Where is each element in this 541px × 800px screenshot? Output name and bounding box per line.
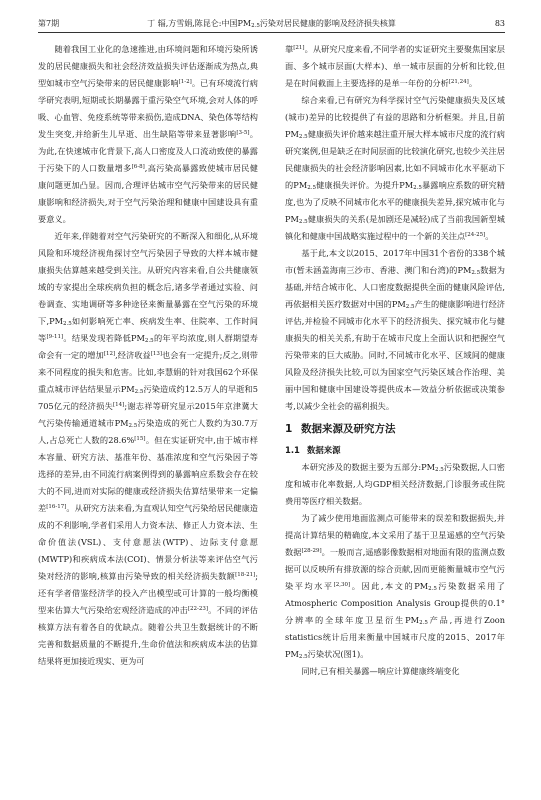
- text-run: 为了减少使用地面监测点可能带来的误差和数据损失,并提高计算结果的精确度,本文采用了基于卫星遥感的空气污染数据: [285, 513, 505, 557]
- subscript: 2.5: [128, 423, 138, 429]
- text-run: 的年平均浓度,则人群期望寿命会有一定的增加: [38, 333, 258, 360]
- header-rule: [38, 32, 505, 33]
- issue-number: 第7期: [38, 19, 60, 28]
- subscript: 2.5: [428, 586, 437, 592]
- text-run: 本研究涉及的数据主要为五部分:PM: [301, 462, 435, 472]
- paragraph-review: [38, 228, 258, 670]
- text-run: 综合来看,已有研究为科学探讨空气污染健康损失及区域(城市)差异的比较提供了有益的思路和分析框架。并且,目前PM: [285, 95, 505, 139]
- subscript: 2.5: [62, 321, 72, 327]
- text-run: 污染造成约12.5万人的早逝和5 705亿元的经济损失: [38, 384, 258, 411]
- citation: [24-25]: [465, 232, 486, 238]
- running-title-sub: 2.5: [251, 23, 260, 29]
- text-run: 如何影响死亡率、疾病发生率、住院率、工作时间等: [38, 316, 258, 343]
- text-run: 也会有一定提升;反之,则带来不同程度的损失和危害。比如,李慧娟的针对我国62个环保重点城市评估结果显示PM: [38, 350, 258, 394]
- page-number: 83: [494, 19, 505, 28]
- subscript: 2.5: [405, 304, 415, 310]
- text-run: 。一般而言,遥感影像数据相对地面有限的监测点数据可以反映所有排放源的综合贡献,因而更能衡量城市空气污染平均水平: [285, 547, 505, 591]
- right-column: [285, 41, 505, 680]
- text-run: 基于此,本文以2015、2017年中国31个省份的338个城市(暂未涵盖海南三沙市、香港、澳门和台湾)的PM: [285, 248, 505, 275]
- text-run: 健康损失的关系(是加剧还是减轻)成了当前我国新型城镇化和健康中国战略实施过程中的一个新的关注点: [285, 214, 505, 241]
- running-header: [38, 17, 505, 31]
- section-heading: [285, 421, 505, 438]
- text-run: ;谢志祥等研究显示2015年京津冀大气污染传输通道城市PM: [38, 401, 258, 428]
- subscript: 2.5: [134, 389, 144, 395]
- subscript: 2.5: [298, 654, 308, 660]
- citation: [14]: [113, 402, 125, 408]
- citation: [2,30]: [333, 582, 351, 588]
- text-run: 。但在实证研究中,由于城市样本容量、研究方法、基准年份、基准浓度和空气污染因子等选择的差异,由不同流行病案例得到的暴露响应系数会存在较大的不同,进而对实际的健康或经济损失估算结果带来一定偏差: [38, 435, 258, 513]
- text-run: 。从研究尺度来看,不同学者的实证研究主要聚焦国家层面、多个城市层面(大样本)、单一城市层面的分析和比较,但是在时间截面上主要选择的是单一年份的分析: [285, 44, 505, 88]
- text-run: 产品,再进行Zoon statistics统计后用来衡量中国城市尺度的2015、2017年PM: [285, 615, 505, 659]
- citation: [6-8]: [131, 164, 145, 170]
- running-title: [38, 17, 505, 31]
- section-number: 1: [285, 423, 293, 435]
- text-run: 。因此,本文的PM: [350, 581, 429, 591]
- text-run: 污染数据,人口密度和城市化率数据,人均GDP相关经济数据,门诊服务或住院费用等医疗相关数据。: [285, 462, 505, 506]
- subsection-heading: [285, 442, 505, 459]
- subscript: 2.5: [144, 338, 154, 344]
- citation: [15]: [134, 436, 146, 442]
- citation: [9-11]: [46, 334, 64, 340]
- paragraph-continued: [285, 41, 505, 92]
- text-run: 产生的健康影响进行经济评估,并检验不同城市化水平下的经济损失、探究城市化与健康损失的相关关系,有助于在城市尺度上全面认识和把握空气污染带来的巨大威胁。同时,不同城市化水平、区域间的健康风险及经济损失比较,可以为国家空气污染区域合作治理、美丽中国和健康中国建设等提供成本—效益分析依据或决策参考,以减少全社会的福利损失。: [285, 299, 505, 411]
- citation: [21]: [293, 45, 305, 51]
- paragraph-summary: [285, 92, 505, 245]
- text-run: ,经济收益: [115, 350, 151, 360]
- text-run: ,高污染高暴露致使城市居民健康问题更加凸显。因而,合理评估城市空气污染带来的居民健康影响和经济损失,对于空气污染治理和健康中国建设具有重要意义。: [38, 163, 258, 224]
- text-run: 污染状况(图1)。: [307, 649, 369, 659]
- text-run: 数据为基础,并结合城市化、人口密度数据提供全面的健康风险评估,再依据相关医疗数据对中国的PM: [285, 265, 505, 309]
- text-run: 健康损失评价越来越注重开展大样本城市尺度的流行病研究案例,但是缺乏在时间层面的比较演化研究,也较少关注居民健康损失的社会经济影响因素,比如不同城市化水平驱动下的PM: [285, 129, 505, 190]
- subscript: 2.5: [307, 185, 316, 191]
- citation: [18-21]: [235, 572, 256, 578]
- text-run: 健康损失评价。为提升PM: [315, 180, 414, 190]
- text-run: 随着我国工业化的急速推进,由环境问题和环境污染所诱发的居民健康损失和社会经济效益损失评估逐渐成为热点,典型如城市空气污染带来的居民健康影响: [38, 44, 258, 88]
- subscript: 2.5: [413, 185, 422, 191]
- text-run: 。不同的评估核算方法有着各自的优缺点。随着公共卫生数据统计的不断完善和数据质量的不断提升,生命价值法和疾病成本法的估算结果将更加接近现实、更为可: [38, 605, 258, 666]
- text-run: 。结果发现若降低PM: [63, 333, 145, 343]
- citation: [3-5]: [236, 130, 250, 136]
- text-run: 近年来,伴随着对空气污染研究的不断深入和细化,从环境风险和环境经济视角探讨空气污染因子导致的大样本城市健康损失估算越来越受到关注。从研究内容来看,自公共健康领域的专家提出全球疾病负担的概念后,诸多学者通过实验、问卷调查、实地调研等多种途径来衡量暴露在空气污染的环境下,PM: [38, 231, 258, 326]
- section-title: 数据来源及研究方法: [301, 423, 396, 435]
- paragraph-intro: [38, 41, 258, 228]
- citation: [28-29]: [301, 548, 322, 554]
- subsection-title: 数据来源: [307, 445, 341, 455]
- citation: [22-23]: [187, 606, 209, 612]
- paragraph-objective: [285, 245, 505, 415]
- text-run: 。: [485, 231, 494, 241]
- paragraph-remote-sensing: [285, 510, 505, 663]
- text-run: 污染数据采用了Atmospheric Composition Analysis Group提供的0.1°分辨率的全球年度卫星衍生PM: [285, 581, 505, 625]
- citation: [1-2]: [178, 79, 192, 85]
- citation: [12]: [103, 351, 116, 357]
- running-title-tail: 污染对居民健康的影响及经济损失核算: [259, 19, 396, 28]
- subscript: 2.5: [298, 134, 308, 140]
- left-column: [38, 41, 258, 670]
- subscript: 2.5: [435, 467, 444, 473]
- text-run: 污染造成的死亡人数约为30.7万人,占总死亡人数的28.6%: [38, 418, 258, 445]
- text-run: 。: [468, 78, 478, 88]
- text-run: 。为此,在快速城市化背景下,高人口密度及人口流动致使的暴露于污染下的人口数量增多: [38, 129, 258, 173]
- subscript: 2.5: [419, 620, 428, 626]
- text-run: 。已有环境流行病学研究表明,短期或长期暴露于重污染空气环境,会对人体的呼吸、心血管、免疫系统等带来损伤,造成DNA、染色体等结构发生突变,并给新生儿早逝、出生缺陷等带来显著影响: [38, 78, 258, 139]
- subscript: 2.5: [471, 270, 481, 276]
- paragraph-exposure: 同时,已有相关暴露—响应计算健康终端变化: [301, 666, 460, 676]
- text-run: 。从研究方法来看,为直观认知空气污染给居民健康造成的不利影响,学者们采用人力资本法、修正人力资本法、生命价值法(VSL)、支付意愿法(WTP)、边际支付意愿(MWTP)和疾病成本法(COI)、情景分析法等来评估空气污染对经济的影响,核算由污染导致的相关经济损失数额: [38, 503, 258, 581]
- text-run: 靠: [285, 44, 294, 54]
- text-run: ;还有学者借鉴经济学的投入产出模型或可计算的一般均衡模型来估算大气污染给宏观经济造成的冲击: [38, 571, 258, 615]
- citation: [16-17]: [46, 504, 67, 510]
- paragraph-data-sources: [285, 459, 505, 510]
- subscript: 2.5: [298, 219, 308, 225]
- subsection-number: 1.1: [285, 445, 300, 455]
- citation: [13]: [150, 351, 163, 357]
- running-title-main: 丁 辐,方雪娟,陈昆仑:中国PM: [147, 19, 252, 28]
- text-run: 暴露响应系数的研究精度,也为了反映不同城市化水平的健康损失差异,探究城市化与PM: [285, 180, 505, 224]
- citation: [21,24]: [448, 79, 469, 85]
